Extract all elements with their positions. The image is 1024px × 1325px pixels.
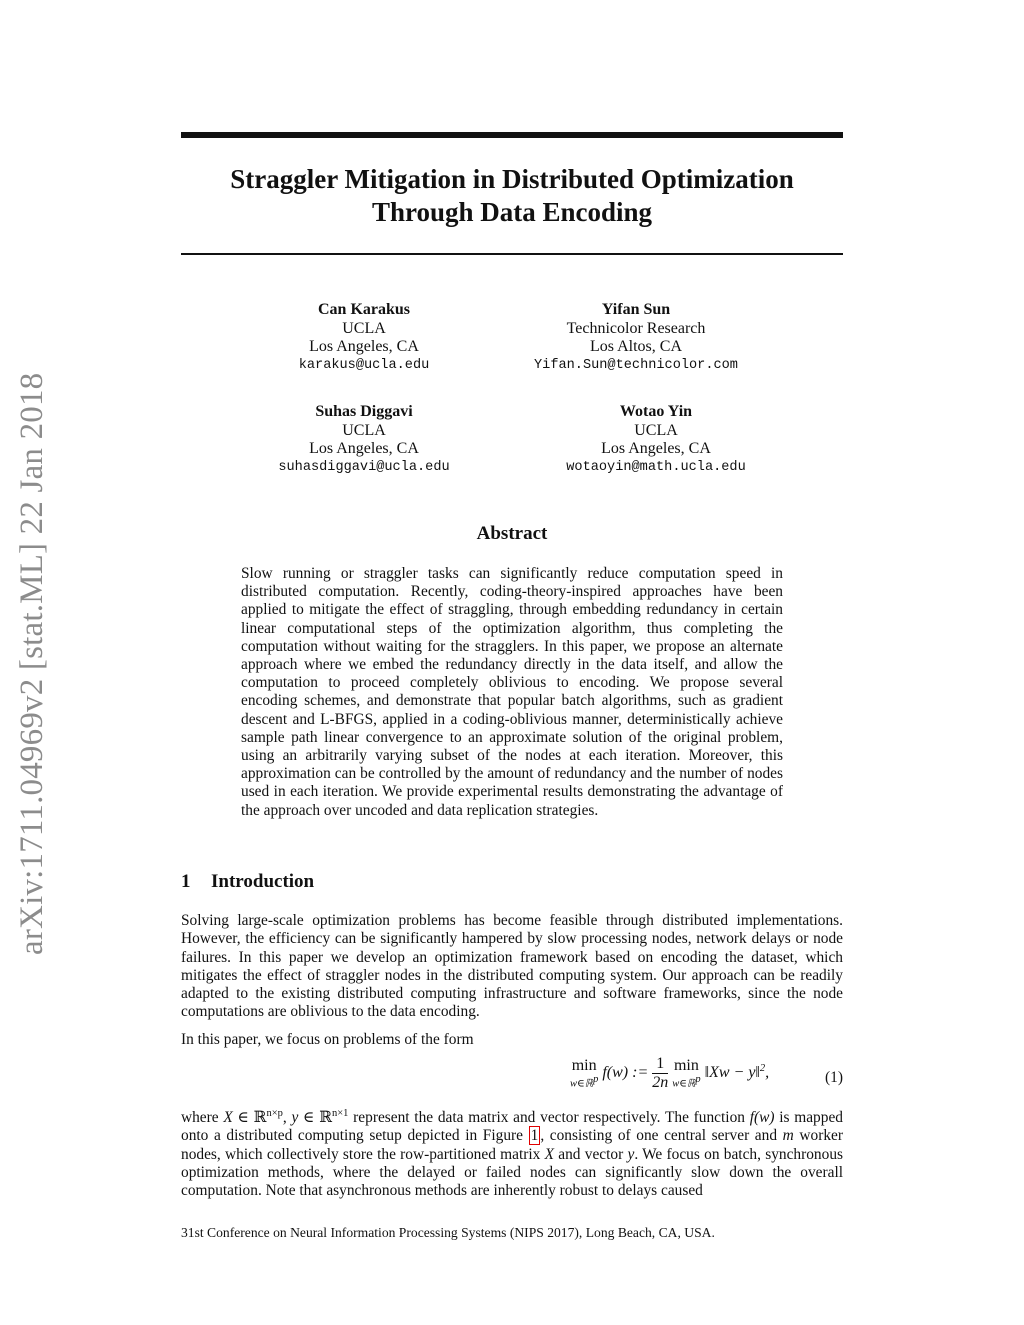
author-block [254, 403, 474, 477]
conference-footnote: 31st Conference on Neural Information Processing Systems (NIPS 2017), Long Beach, CA, USA. [181, 1225, 715, 1240]
author-affiliation: UCLA [634, 421, 678, 439]
author-email[interactable]: wotaoyin@math.ucla.edu [566, 459, 746, 475]
author-location: Los Angeles, CA [601, 440, 711, 457]
equation-1 [181, 1055, 843, 1099]
title-line-2: Through Data Encoding [371, 197, 653, 227]
author-block [536, 403, 776, 477]
min-operator: min w∈ℝ$^p$ [672, 1056, 701, 1090]
fraction: $\frac{1}{2n}$ [652, 1055, 669, 1091]
section-heading [181, 871, 314, 893]
author-email[interactable]: karakus@ucla.edu [298, 357, 430, 373]
equation-number: (1) [825, 1069, 843, 1086]
equation-rhs: ‖Xw − y‖ [704, 1064, 760, 1082]
section-title: Introduction [211, 871, 315, 892]
author-name: Suhas Diggavi [315, 403, 413, 420]
author-block [264, 301, 464, 375]
abstract-text: Slow running or straggler tasks can significantly reduce computation speed in distributed computation. Recently, coding-theory-inspired approaches have been applied to mitigate the effect of straggling, through embedding redundancy in certain linear computational steps of the optimization algorithm, thus completing the computation without waiting for the stragglers. In this paper, we propose an alternate approach where we embed the redundancy directly in the data itself, and allow the computation to proceed completely oblivious to encoding. We propose several encoding schemes, and demonstrate that popular batch algorithms, such as gradient descent and L-BFGS, applied in a coding-oblivious manner, deterministically achieve sample path linear convergence to an approximate solution of the original problem, using an arbitrarily varying subset of the nodes at each iteration. Moreover, this approximation can be controlled by the amount of redundancy and the number of nodes used in each iteration. We provide experimental results demonstrating the advantage of the approach over uncoded and data replication strategies. [241, 565, 783, 819]
paper-title [181, 163, 843, 229]
author-name: Wotao Yin [619, 403, 693, 420]
author-location: Los Angeles, CA [309, 440, 419, 457]
intro-paragraph-1: Solving large-scale optimization problems has become feasible through distributed implementations. However, the efficiency can be significantly hampered by slow processing nodes, network delays or node failures. In this paper we develop an optimization framework based on encoding the dataset, which mitigates the effect of straggler nodes in the distributed computing system. Our approach can be readily adapted to the existing distributed computing infrastructure and software frameworks, since the node computations are oblivious to the data encoding. [181, 912, 843, 1021]
title-line-1: Straggler Mitigation in Distributed Optimization [230, 164, 794, 194]
author-block [506, 301, 766, 375]
section-number: 1 [181, 871, 191, 892]
equation-body: min w∈ℝ$^p$ f(w) := $\frac{1}{2n}$ min w∈ℝ$^p$ ‖Xw − y‖$^2$, [570, 1055, 770, 1091]
author-location: Los Altos, CA [589, 338, 682, 355]
author-name: Can Karakus [317, 301, 411, 318]
figure-reference-link[interactable]: 1 [530, 1127, 539, 1145]
author-affiliation: UCLA [342, 319, 386, 337]
author-email[interactable]: Yifan.Sun@technicolor.com [534, 357, 738, 373]
arxiv-identifier: arXiv:1711.04969v2 [stat.ML] 22 Jan 2018 [14, 372, 50, 955]
author-location: Los Angeles, CA [309, 338, 419, 355]
intro-paragraph-3: where X ∈ ℝ$^{n\times p}$, y ∈ ℝ$^{n\times 1}$ represent the data matrix and vector respectively. The function f(w) is mapped onto a distributed computing setup depicted in Figure 1 , consisting of one central server and m worker nodes, which collectively store the row-partitioned matrix X and vector y. We focus on batch, synchronous optimization methods, where the delayed or failed nodes can significantly slow down the overall computation. Note that asynchronous methods are inherently robust to delays caused [181, 1108, 844, 1200]
intro-paragraph-2: In this paper, we focus on problems of the form [181, 1031, 474, 1048]
author-name: Yifan Sun [601, 301, 671, 318]
author-email[interactable]: suhasdiggavi@ucla.edu [278, 459, 450, 475]
title-bottom-rule [181, 253, 843, 255]
min-operator: min w∈ℝ$^p$ [570, 1056, 599, 1090]
title-top-rule [181, 132, 843, 138]
author-affiliation: UCLA [342, 421, 386, 439]
author-affiliation: Technicolor Research [566, 319, 706, 337]
abstract-heading: Abstract [476, 523, 548, 544]
equation-lhs: f(w) := [602, 1064, 649, 1082]
